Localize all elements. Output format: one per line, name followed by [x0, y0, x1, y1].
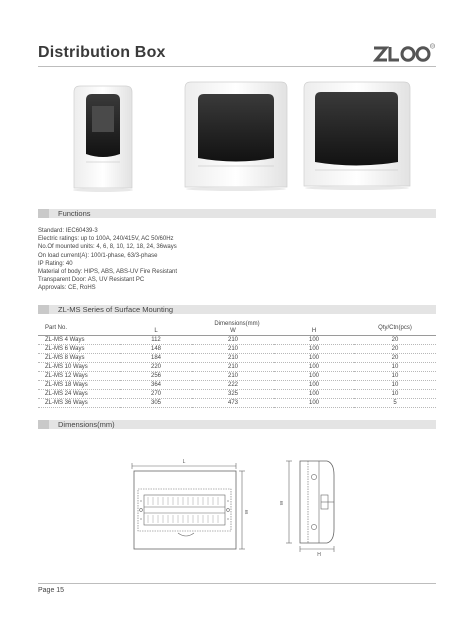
spec-line: Standard: IEC60439-3	[38, 228, 98, 234]
spec-line: IP Rating: 40	[38, 260, 73, 267]
part-no-cell: ZL-MS 24 Ways	[38, 390, 120, 399]
product-photos	[38, 70, 436, 200]
w-cell: 325	[192, 390, 274, 399]
spec-list	[38, 227, 177, 293]
spec-line: Electric ratings: up to 100A, 240/415V, AC 50/60Hz	[38, 236, 174, 243]
length-label: L	[182, 459, 186, 465]
header-qty: Qty/Ctn(pcs)	[354, 321, 436, 336]
dimension-drawing	[120, 455, 360, 565]
header-divider	[38, 66, 436, 67]
part-no-cell: ZL-MS 18 Ways	[38, 381, 120, 390]
page-number: Page 15	[38, 587, 65, 594]
functions-heading: Functions	[58, 209, 91, 218]
table-row	[38, 354, 436, 363]
series-section-header	[38, 305, 436, 314]
front-view	[132, 463, 245, 549]
side-view	[286, 461, 334, 552]
section-marker	[38, 305, 49, 314]
h-cell: 100	[274, 381, 354, 390]
dimensions-heading: Dimensions(mm)	[58, 420, 115, 429]
part-no-cell: ZL-MS 12 Ways	[38, 372, 120, 381]
header-part-no: Part No.	[38, 321, 120, 336]
w-cell: 222	[192, 381, 274, 390]
page-title: Distribution Box	[38, 44, 166, 61]
qty-cell: 20	[354, 354, 436, 363]
l-cell: 256	[120, 372, 192, 381]
w-cell: 210	[192, 363, 274, 372]
brand-logo	[372, 43, 436, 65]
part-no-cell: ZL-MS 36 Ways	[38, 399, 120, 408]
product-photo-medium	[185, 82, 287, 191]
table-row	[38, 363, 436, 372]
table-row	[38, 390, 436, 399]
qty-cell: 10	[354, 381, 436, 390]
footer-divider	[38, 583, 436, 584]
qty-cell: 10	[354, 390, 436, 399]
section-marker	[38, 420, 49, 429]
spec-line: Approvals: CE, RoHS	[38, 285, 96, 292]
l-cell: 148	[120, 345, 192, 354]
table-row	[38, 336, 436, 345]
qty-cell: 20	[354, 345, 436, 354]
section-marker	[38, 209, 49, 218]
h-cell: 100	[274, 345, 354, 354]
width-label: W	[244, 509, 249, 515]
series-heading: ZL-MS Series of Surface Mounting	[58, 305, 174, 314]
product-photo-large	[304, 82, 410, 190]
header-dimensions: Dimensions(mm)	[214, 321, 260, 327]
l-cell: 270	[120, 390, 192, 399]
h-cell: 100	[274, 336, 354, 345]
part-no-cell: ZL-MS 6 Ways	[38, 345, 120, 354]
h-cell: 100	[274, 399, 354, 408]
l-cell: 220	[120, 363, 192, 372]
w-cell: 210	[192, 372, 274, 381]
l-cell: 184	[120, 354, 192, 363]
w-cell: 210	[192, 336, 274, 345]
h-cell: 100	[274, 372, 354, 381]
product-photo-small	[73, 86, 133, 192]
qty-cell: 10	[354, 372, 436, 381]
spec-line: No.Of mounted units: 4, 6, 8, 10, 12, 18, 24, 36ways	[38, 244, 177, 251]
qty-cell: 5	[354, 399, 436, 408]
table-row	[38, 372, 436, 381]
h-cell: 100	[274, 390, 354, 399]
w-cell: 473	[192, 399, 274, 408]
part-no-cell: ZL-MS 4 Ways	[38, 336, 120, 345]
parts-table	[38, 321, 436, 408]
spec-line: On load current(A): 100/1-phase, 63/3-phase	[38, 252, 158, 259]
height-label: H	[317, 552, 321, 558]
qty-cell: 10	[354, 363, 436, 372]
header-l: L	[120, 328, 192, 336]
table-row	[38, 345, 436, 354]
table-row	[38, 381, 436, 390]
functions-section-header	[38, 209, 436, 218]
h-cell: 100	[274, 363, 354, 372]
qty-cell: 20	[354, 336, 436, 345]
l-cell: 364	[120, 381, 192, 390]
spec-line: Transparent Door: AS, UV Resistant PC	[38, 277, 145, 284]
w-cell: 210	[192, 345, 274, 354]
w-cell: 210	[192, 354, 274, 363]
spec-line: Material of body: HIPS, ABS, ABS-UV Fire Resistant	[38, 269, 178, 276]
h-cell: 100	[274, 354, 354, 363]
header-h: H	[274, 328, 354, 336]
svg-text:R: R	[431, 44, 434, 49]
dimensions-section-header	[38, 420, 436, 429]
part-no-cell: ZL-MS 10 Ways	[38, 363, 120, 372]
l-cell: 305	[120, 399, 192, 408]
part-no-cell: ZL-MS 8 Ways	[38, 354, 120, 363]
rail-hatching	[148, 497, 218, 523]
table-row	[38, 399, 436, 408]
l-cell: 112	[120, 336, 192, 345]
side-width-label: W	[279, 500, 284, 506]
header-w: W	[192, 328, 274, 336]
